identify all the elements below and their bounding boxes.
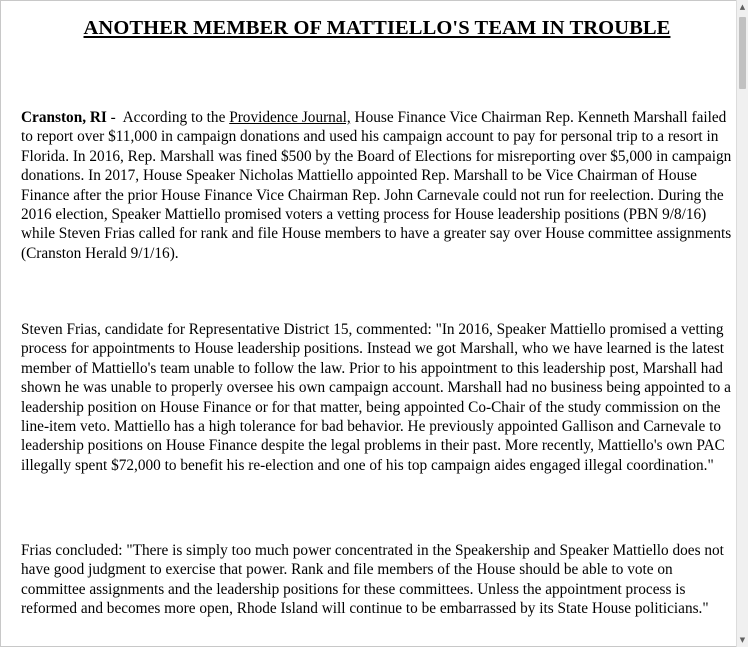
headline: ANOTHER MEMBER OF MATTIELLO'S TEAM IN TROUBLE (83, 17, 671, 39)
vertical-scrollbar[interactable] (736, 0, 748, 647)
scroll-down-arrow-icon[interactable]: ▼ (739, 636, 746, 644)
paragraph-1-lead: - According to the (106, 109, 230, 126)
paragraph-2: Steven Frias, candidate for Representative District 15, commented: "In 2016, Speaker Mattiello promised a vetting process for appointments to House leadership positions. Instead we got Marshall, who we have learned is the latest member of Mattiello's team unable to follow the law. Prior to his appointment to this leadership post, Marshall had shown he was unable to properly oversee his own campaign account. Marshall had no business being appointed to a leadership position on House Finance or for that matter, being appointed Co-Chair of the study commission on the line-item veto. Mattiello has a high tolerance for bad behavior. He previously appointed Gallison and Carnevale to leadership positions on House Finance despite the legal problems in their past. More recently, Mattiello's own PAC illegally spent $72,000 to benefit his re-election and one of his top campaign aides engaged illegal coordination." (21, 321, 731, 474)
dateline: Cranston, RI (21, 109, 107, 126)
providence-journal-link[interactable]: Providence Journal, (229, 109, 351, 126)
scroll-up-arrow-icon[interactable]: ▲ (739, 3, 746, 11)
paragraph-1-text: House Finance Vice Chairman Rep. Kenneth Marshall failed to report over $11,000 in campaign donations and used his campaign account to pay for personal trip to a resort in Florida. In 2016, Rep. Marshall was fined $500 by the Board of Elections for misreporting over $5,000 in campaign donations. In 2017, House Speaker Nicholas Mattiello appointed Rep. Marshall to be Vice Chairman of House Finance after the prior House Finance Vice Chairman Rep. John Carnevale could not run for reelection. During the 2016 election, Speaker Mattiello promised voters a vetting process for House leadership positions (PBN 9/8/16) while Steven Frias called for rank and file House members to have a greater say over House committee assignments (Cranston Herald 9/1/16). (21, 109, 732, 262)
scroll-thumb[interactable] (739, 17, 746, 89)
paragraph-3: Frias concluded: "There is simply too much power concentrated in the Speakership and Speaker Mattiello does not have good judgment to exercise that power. Rank and file members of the House should be able to vote on committee assignments and the leadership positions for these committees. Unless the appointment process is reformed and becomes more open, Rhode Island will continue to be embarrassed by its State House politicians." (21, 542, 724, 618)
paragraph-1 (21, 108, 733, 263)
